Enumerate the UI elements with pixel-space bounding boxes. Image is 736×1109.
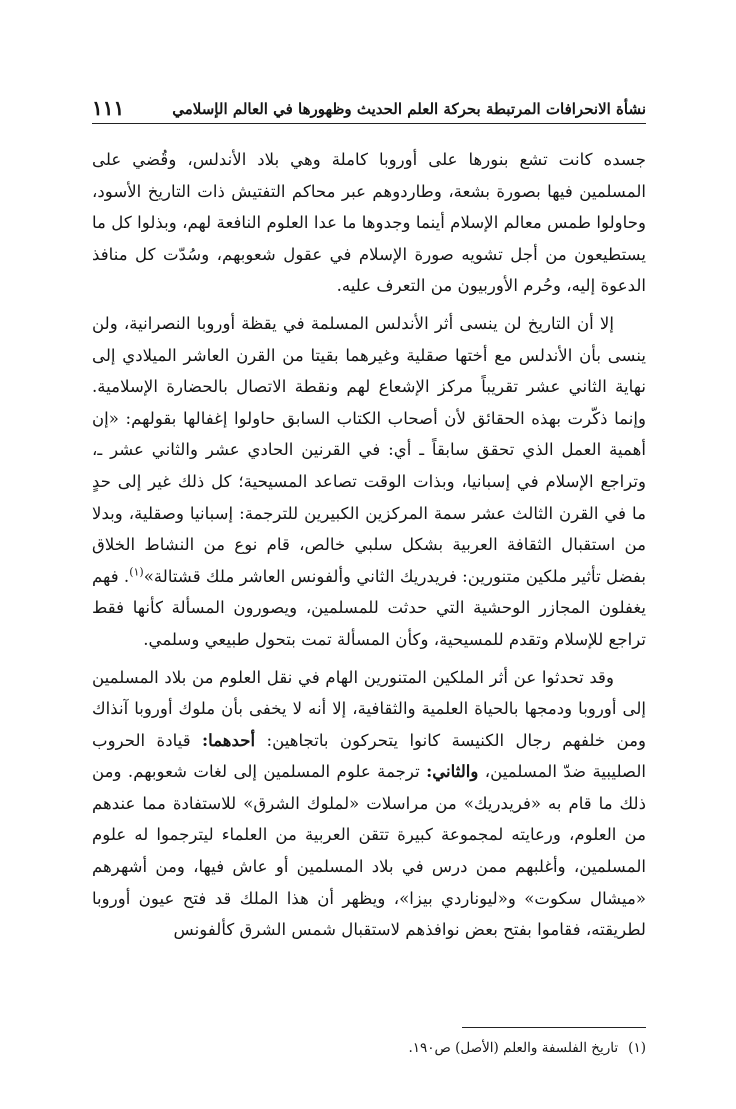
footnote-reference[interactable]: (١) — [129, 565, 144, 579]
running-header — [92, 88, 646, 118]
paragraph-2 — [92, 308, 646, 656]
header-rule — [92, 123, 646, 124]
paragraph-2-text-b: . فهم يغفلون المجازر الوحشية التي حدثت للمسلمين، ويصورون المسألة كأنها فقط تراجع للإسلام وتقدم للمسيحية، وكأن المسألة تمت بتحول طبيعي وسلمي. — [92, 566, 646, 649]
page-number: ١١١ — [92, 96, 125, 120]
paragraph-3 — [92, 662, 646, 946]
paragraph-1 — [92, 144, 646, 302]
paragraph-3-bold-first: أحدهما: — [202, 729, 256, 750]
paragraph-3-text-b: قيادة الحروب الصليبية ضدّ المسلمين، — [92, 730, 646, 782]
footnote-number: (١) — [628, 1040, 646, 1056]
paragraph-2-text-a: إلا أن التاريخ لن ينسى أثر الأندلس المسلمة في يقظة أوروبا النصرانية، ولن ينسى بأن الأندلس مع أختها صقلية وغيرهما بقيتا من القرن العاشر الميلادي إلى نهاية الثاني عشر تقريباً مركز الإشعاع لهم ونقطة الاتصال بالحضارة الإسلامية. وإنما ذكّرت بهذه الحقائق لأن أصحاب الكتاب السابق حاولوا إغفالها بقولهم: «إن أهمية العمل الذي تحقق سابقاً ـ أي: في القرنين الحادي عشر والثاني عشر ـ، وتراجع الإسلام في إسبانيا، وبذات الوقت تصاعد المسيحية؛ كل ذلك غير إلى حدٍ ما في القرن الثالث عشر سمة المركزين الكبيرين للترجمة: إسبانيا وصقلية، وبدلا من استقبال الثقافة العربية بشكل سلبي خالص، قام نوع من النشاط الخلاق بفضل تأثير ملكين متنورين: فريدريك الثاني وألفونس العاشر ملك قشتالة» — [92, 313, 646, 586]
footnote-text: تاريخ الفلسفة والعلم (الأصل) ص١٩٠. — [408, 1040, 619, 1056]
footnote-rule — [462, 1027, 646, 1028]
paragraph-3-text-c: ترجمة علوم المسلمين إلى لغات شعوبهم. ومن ذلك ما قام به «فريدريك» من مراسلات «لملوك الشرق» للاستفادة مما عندهم من العلوم، ورعايته لمجموعة كبيرة تتقن العربية من العلماء ليترجموا له علوم المسلمين، وأغلبهم ممن درس في بلاد المسلمين أو عاش فيها، ومن أشهرهم «ميشال سكوت» و«ليوناردي بيزا»، ويظهر أن هذا الملك قد فتح عيون أوروبا لطريقته، فقاموا بفتح بعض نوافذهم لاستقبال شمس الشرق كألفونس — [92, 762, 646, 940]
paragraph-3-bold-second: والثاني: — [426, 761, 479, 782]
paragraph-1-text: جسده كانت تشع بنورها على أوروبا كاملة وهي بلاد الأندلس، وقُضي على المسلمين فيها بصورة بشعة، وطاردوهم عبر محاكم التفتيش ذات التاريخ الأسود، وحاولوا طمس معالم الإسلام أينما وجدوها ما عدا العلوم النافعة لهم، وبذلوا كل ما يستطيعون من أجل تشويه صورة الإسلام في عقول شعوبهم، وسُدّت كل منافذ الدعوة إليه، وحُرم الأوربيون من التعرف عليه. — [92, 150, 646, 296]
paragraph-3-text-a: وقد تحدثوا عن أثر الملكين المتنورين الهام في نقل العلوم من بلاد المسلمين إلى أوروبا ودمجها بالحياة العلمية والثقافية، إلا أنه لا يخفى بأن ملوك أوروبا آنذاك ومن خلفهم رجال الكنيسة كانوا يتحركون باتجاهين: — [92, 667, 647, 750]
running-title: نشأة الانحرافات المرتبطة بحركة العلم الحديث وظهورها في العالم الإسلامي — [172, 100, 646, 118]
footnote — [92, 1037, 646, 1059]
body-text — [92, 144, 646, 952]
